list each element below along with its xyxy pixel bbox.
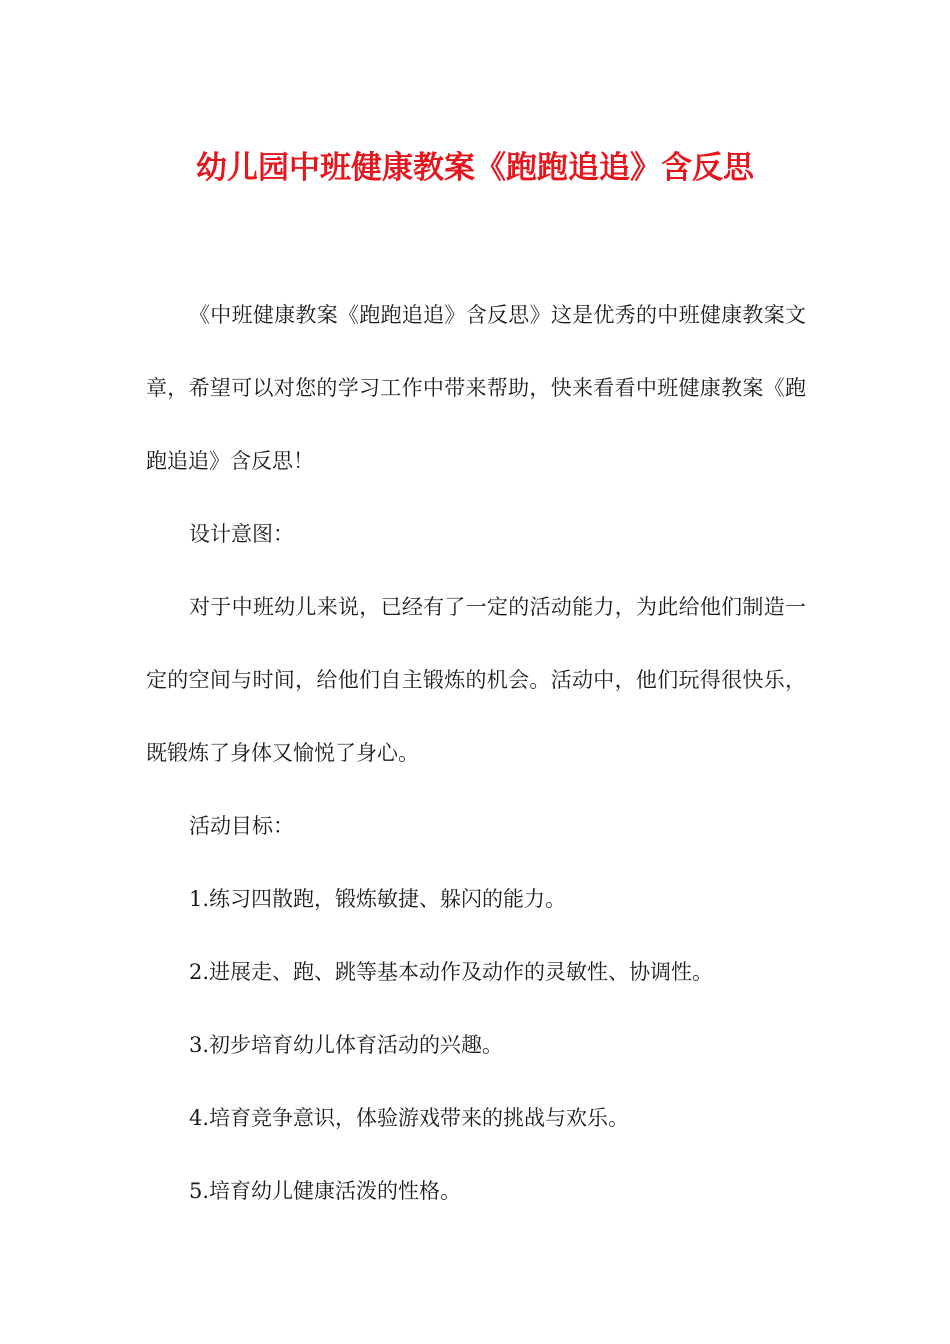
document-body <box>146 279 806 1228</box>
goal-item-4: 4.培育竞争意识，体验游戏带来的挑战与欢乐。 <box>189 1106 630 1130</box>
goal-item-1: 1.练习四散跑，锻炼敏捷、躲闪的能力。 <box>189 887 567 911</box>
design-intent-paragraph: 对于中班幼儿来说，已经有了一定的活动能力，为此给他们制造一定的空间与时间，给他们自主锻炼的机会。活动中，他们玩得很快乐，既锻炼了身体又愉悦了身心。 <box>146 595 806 765</box>
goal-item-5: 5.培育幼儿健康活泼的性格。 <box>189 1179 462 1203</box>
section-heading-activity-goals: 活动目标： <box>189 814 294 838</box>
document-title: 幼儿园中班健康教案《跑跑追追》含反思 <box>196 150 754 186</box>
goal-item-2: 2.进展走、跑、跳等基本动作及动作的灵敏性、协调性。 <box>189 960 714 984</box>
intro-paragraph: 《中班健康教案《跑跑追追》含反思》这是优秀的中班健康教案文章，希望可以对您的学习工作中带来帮助，快来看看中班健康教案《跑跑追追》含反思！ <box>146 303 806 473</box>
goal-item-3: 3.初步培育幼儿体育活动的兴趣。 <box>189 1033 504 1057</box>
section-heading-design-intent: 设计意图： <box>189 522 294 546</box>
